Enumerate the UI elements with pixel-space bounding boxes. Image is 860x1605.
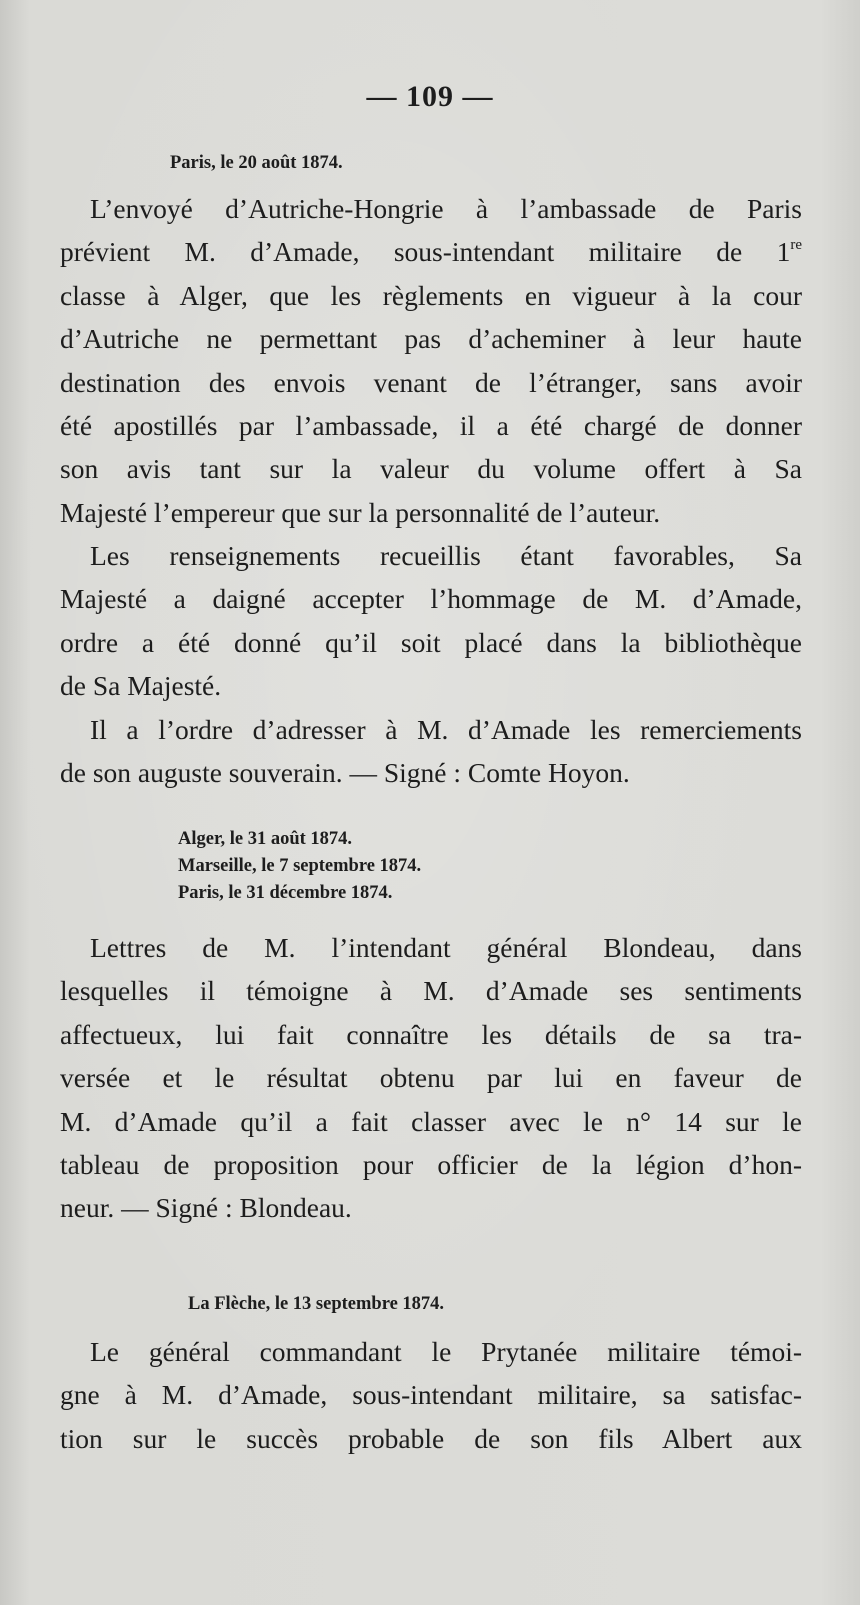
text-line: versée et le résultat obtenu par lui en faveur de	[60, 1062, 802, 1094]
text-line: été apostillés par l’ambassade, il a été chargé de donner	[60, 410, 802, 442]
text-line: tableau de proposition pour officier de la légion d’hon-	[60, 1149, 802, 1181]
text-line: ordre a été donné qu’il soit placé dans la bibliothèque	[60, 626, 802, 658]
text-line: Le général commandant le Prytanée militaire témoi-	[90, 1336, 802, 1367]
paragraph-majesty-accepts	[60, 534, 802, 708]
paragraph-envoy-notice	[60, 187, 802, 534]
text-line: Lettres de M. l’intendant général Blondeau, dans	[90, 932, 802, 963]
text-line: de Sa Majesté.	[60, 670, 222, 702]
dateline-alger-august: Alger, le 31 août 1874.	[178, 829, 353, 849]
text-line: tion sur le succès probable de son fils Albert aux	[60, 1422, 802, 1454]
text-line: gne à M. d’Amade, sous-intendant militaire, sa satisfac-	[60, 1379, 802, 1411]
text-line: lesquelles il témoigne à M. d’Amade ses sentiments	[60, 975, 802, 1007]
text-fragment: prévient M. d’Amade, sous-intendant militaire de 1	[60, 236, 791, 268]
text-line: neur. — Signé : Blondeau.	[60, 1192, 352, 1224]
text-line: Les renseignements recueillis étant favorables, Sa	[90, 540, 802, 571]
text-line: classe à Alger, que les règlements en vigueur à la cour	[60, 279, 802, 311]
text-line: Majesté l’empereur que sur la personnalité de l’auteur.	[60, 496, 661, 528]
page-number: — 109 —	[366, 80, 494, 113]
dateline-paris-august: Paris, le 20 août 1874.	[170, 153, 343, 173]
text-line: Majesté a daigné accepter l’hommage de M. d’Amade,	[60, 583, 802, 615]
paragraph-blondeau-letters	[60, 926, 802, 1230]
paragraph-prytanee-general	[60, 1330, 802, 1460]
dateline-marseille-september: Marseille, le 7 septembre 1874.	[178, 856, 422, 876]
text-line: Il a l’ordre d’adresser à M. d’Amade les remerciements	[90, 714, 802, 745]
text-line: d’Autriche ne permettant pas d’acheminer à leur haute	[60, 323, 802, 355]
paragraph-thanks-signed-hoyon	[60, 708, 802, 795]
text-line: L’envoyé d’Autriche-Hongrie à l’ambassade de Paris	[90, 193, 802, 224]
text-line: destination des envois venant de l’étranger, sans avoir	[60, 366, 802, 398]
superscript: re	[790, 237, 802, 254]
text-line: de son auguste souverain. — Signé : Comte Hoyon.	[60, 757, 630, 789]
text-line	[60, 230, 802, 273]
text-line: M. d’Amade qu’il a fait classer avec le n° 14 sur le	[60, 1105, 802, 1137]
text-line: affectueux, lui fait connaître les détails de sa tra-	[60, 1018, 802, 1050]
dateline-paris-december: Paris, le 31 décembre 1874.	[178, 883, 393, 903]
dateline-la-fleche: La Flèche, le 13 septembre 1874.	[188, 1294, 445, 1314]
text-line: son avis tant sur la valeur du volume offert à Sa	[60, 453, 802, 485]
